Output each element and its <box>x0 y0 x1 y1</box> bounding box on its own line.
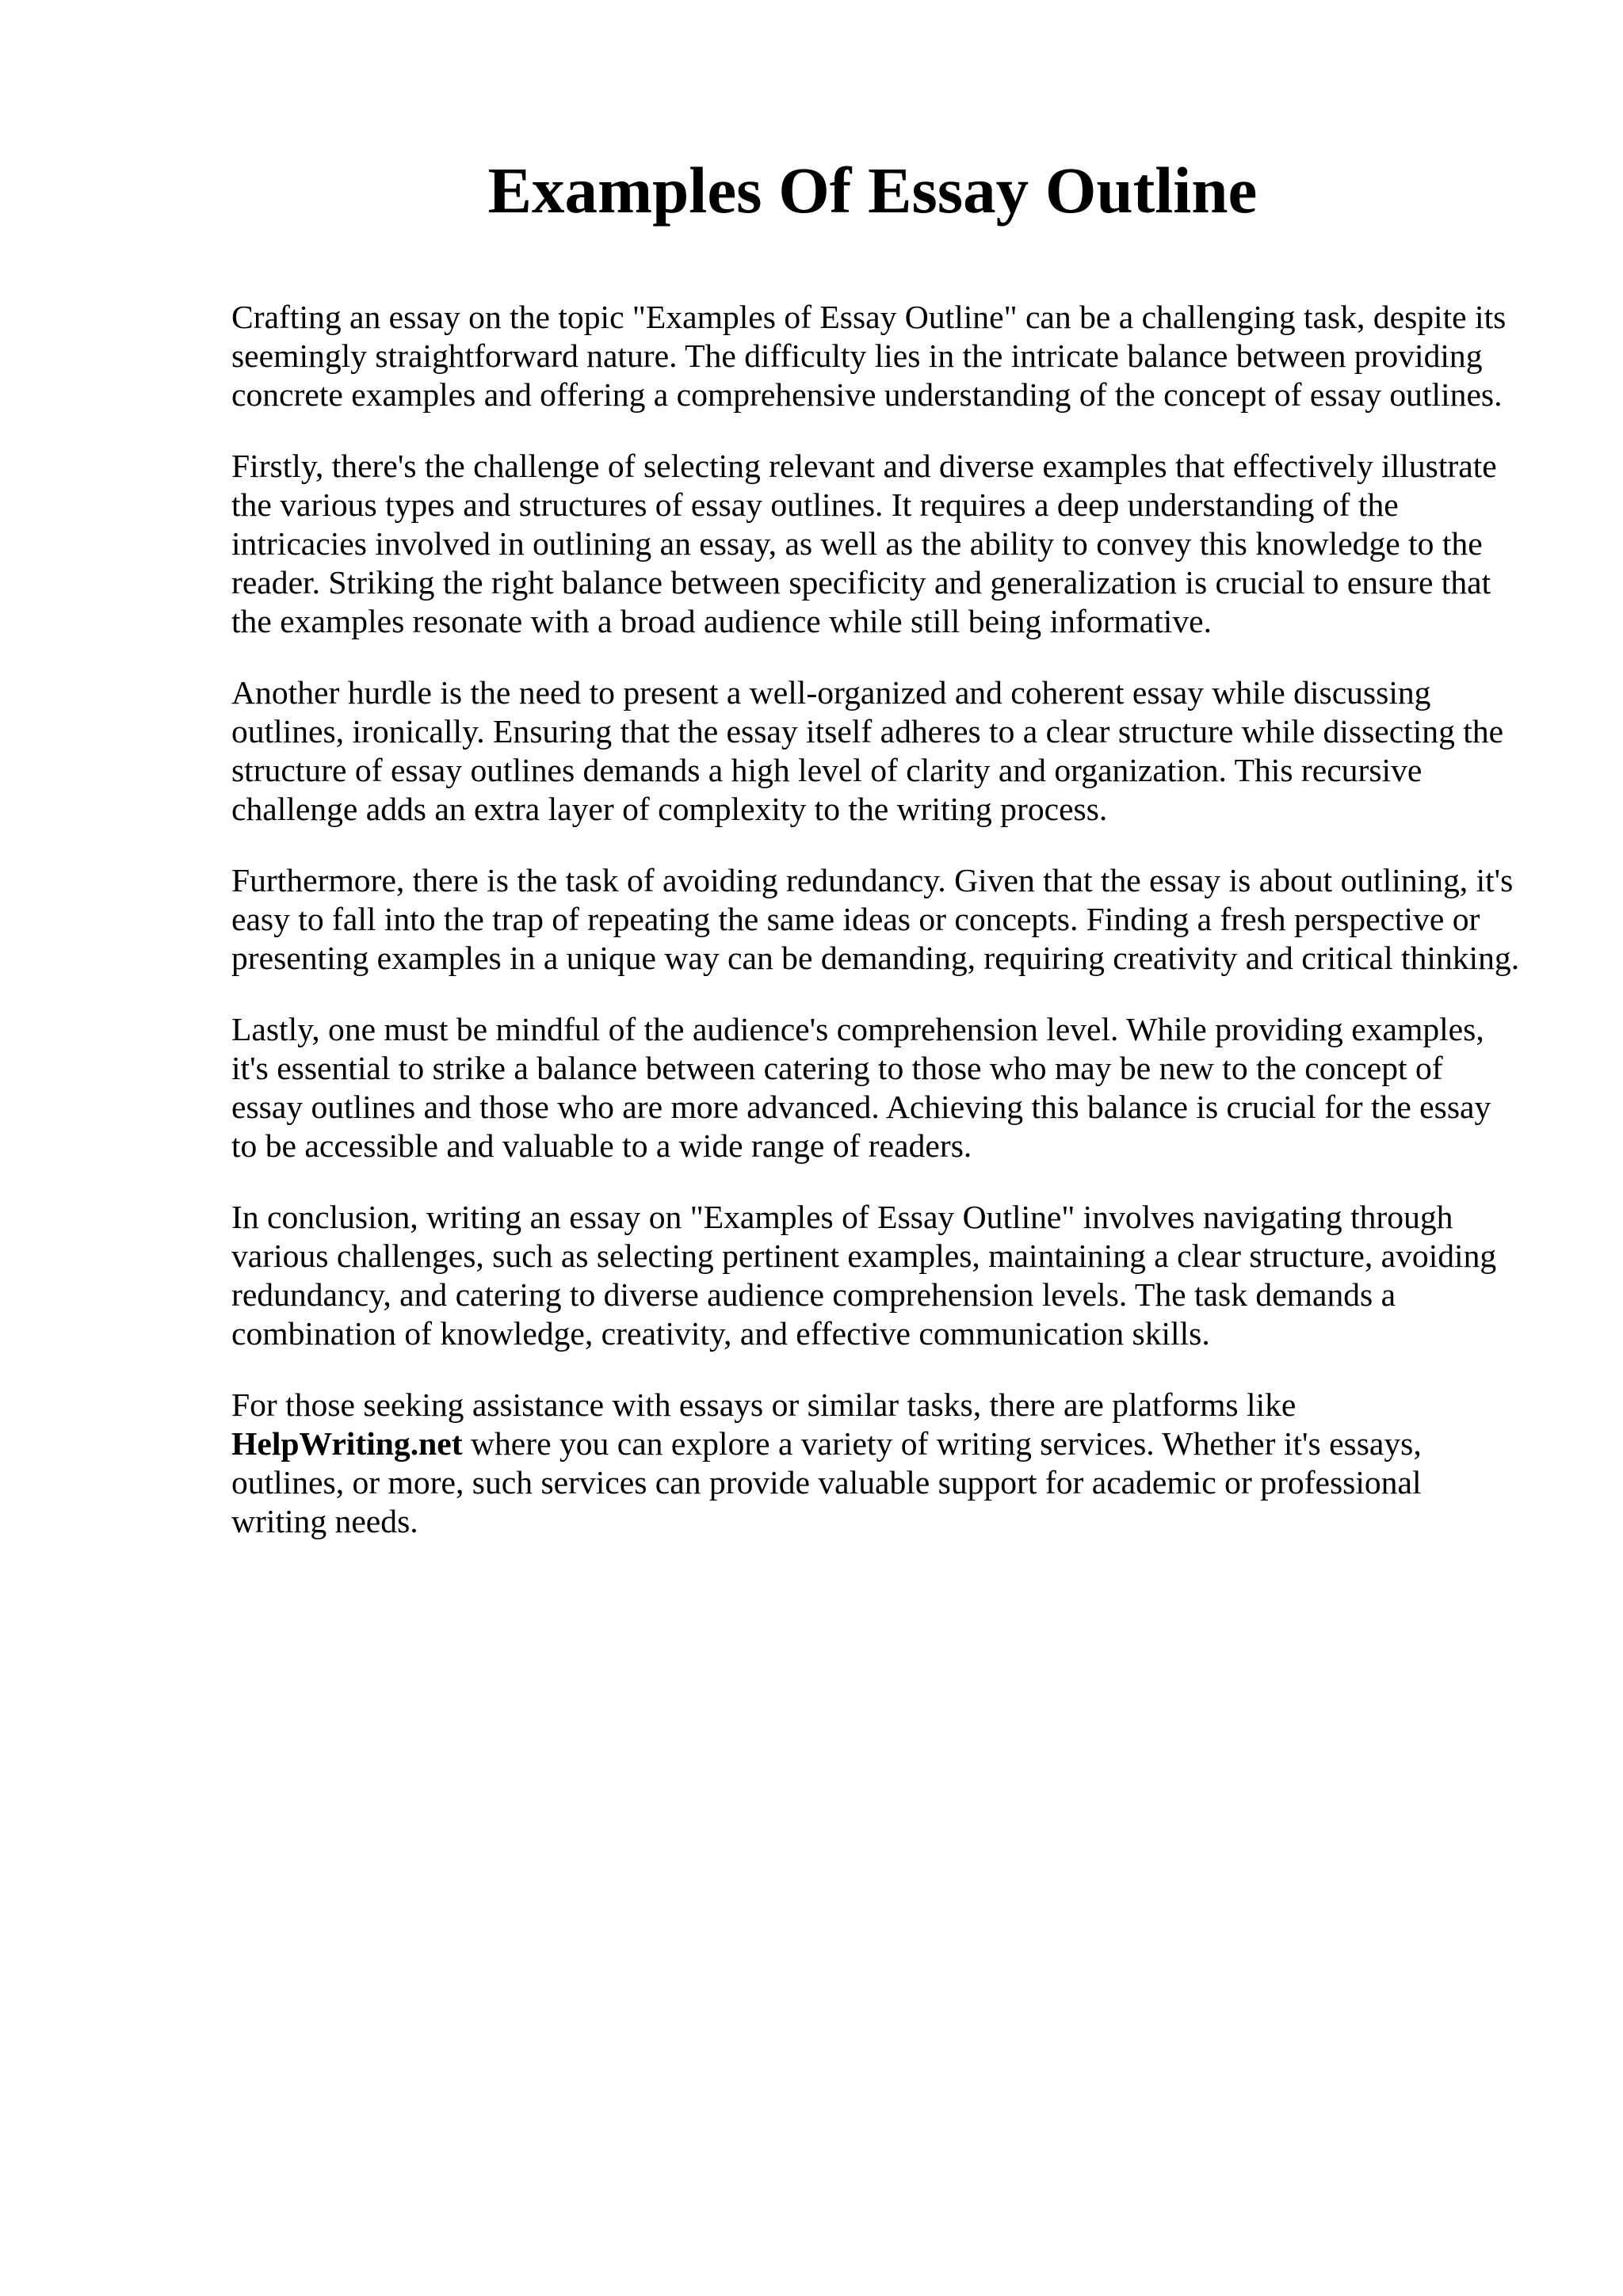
helpwriting-link[interactable]: HelpWriting.net <box>231 1425 463 1462</box>
text-line: outlines, ironically. Ensuring that the essay itself adheres to a clear structure while dissecting the <box>231 713 1504 749</box>
text-line: Crafting an essay on the topic "Examples of Essay Outline" can be a challenging task, despite its <box>231 299 1507 335</box>
paragraph-conclusion <box>231 1198 1531 1353</box>
text-line: various challenges, such as selecting pertinent examples, maintaining a clear structure, avoiding <box>231 1238 1497 1274</box>
text-line: writing needs. <box>231 1503 418 1539</box>
text-line <box>231 1425 1531 1463</box>
text-line: Furthermore, there is the task of avoiding redundancy. Given that the essay is about outlining, it's <box>231 862 1514 898</box>
paragraph-lastly <box>231 1010 1531 1165</box>
paragraph-furthermore <box>231 861 1531 978</box>
paragraph-firstly <box>231 447 1531 641</box>
page-title: Examples Of Essay Outline <box>487 154 1258 227</box>
text-line: essay outlines and those who are more advanced. Achieving this balance is crucial for the essay <box>231 1089 1491 1125</box>
text-line: combination of knowledge, creativity, and effective communication skills. <box>231 1315 1210 1352</box>
text-line: easy to fall into the trap of repeating the same ideas or concepts. Finding a fresh perspective or <box>231 901 1480 937</box>
text-line: For those seeking assistance with essays or similar tasks, there are platforms like <box>231 1386 1296 1423</box>
document-body <box>231 298 1531 1573</box>
text-line: structure of essay outlines demands a high level of clarity and organization. This recursive <box>231 752 1423 788</box>
text-line: to be accessible and valuable to a wide range of readers. <box>231 1127 972 1164</box>
text-line: presenting examples in a unique way can be demanding, requiring creativity and critical thinking. <box>231 940 1520 976</box>
text-line: Lastly, one must be mindful of the audience's comprehension level. While providing examples, <box>231 1011 1484 1047</box>
text-line: outlines, or more, such services can provide valuable support for academic or professional <box>231 1464 1422 1501</box>
text-line: redundancy, and catering to diverse audience comprehension levels. The task demands a <box>231 1276 1396 1313</box>
text-line: the various types and structures of essay outlines. It requires a deep understanding of the <box>231 486 1399 523</box>
text-line: reader. Striking the right balance between specificity and generalization is crucial to ensure that <box>231 564 1491 601</box>
paragraph-intro <box>231 298 1531 414</box>
text-line: seemingly straightforward nature. The difficulty lies in the intricate balance between providing <box>231 338 1483 374</box>
text-line: concrete examples and offering a comprehensive understanding of the concept of essay outlines. <box>231 376 1503 413</box>
text-line: Firstly, there's the challenge of selecting relevant and diverse examples that effectively illustrate <box>231 448 1497 484</box>
text-line: In conclusion, writing an essay on "Examples of Essay Outline" involves navigating through <box>231 1199 1453 1235</box>
text-line: the examples resonate with a broad audience while still being informative. <box>231 603 1212 639</box>
paragraph-another-hurdle <box>231 673 1531 829</box>
text-line-rest: where you can explore a variety of writing services. Whether it's essays, <box>462 1425 1422 1462</box>
text-line: it's essential to strike a balance between catering to those who may be new to the concept of <box>231 1050 1443 1086</box>
text-line: Another hurdle is the need to present a well-organized and coherent essay while discussing <box>231 674 1431 711</box>
text-line: intricacies involved in outlining an essay, as well as the ability to convey this knowledge to the <box>231 525 1483 562</box>
paragraph-closing <box>231 1386 1531 1541</box>
text-line: challenge adds an extra layer of complexity to the writing process. <box>231 791 1108 827</box>
